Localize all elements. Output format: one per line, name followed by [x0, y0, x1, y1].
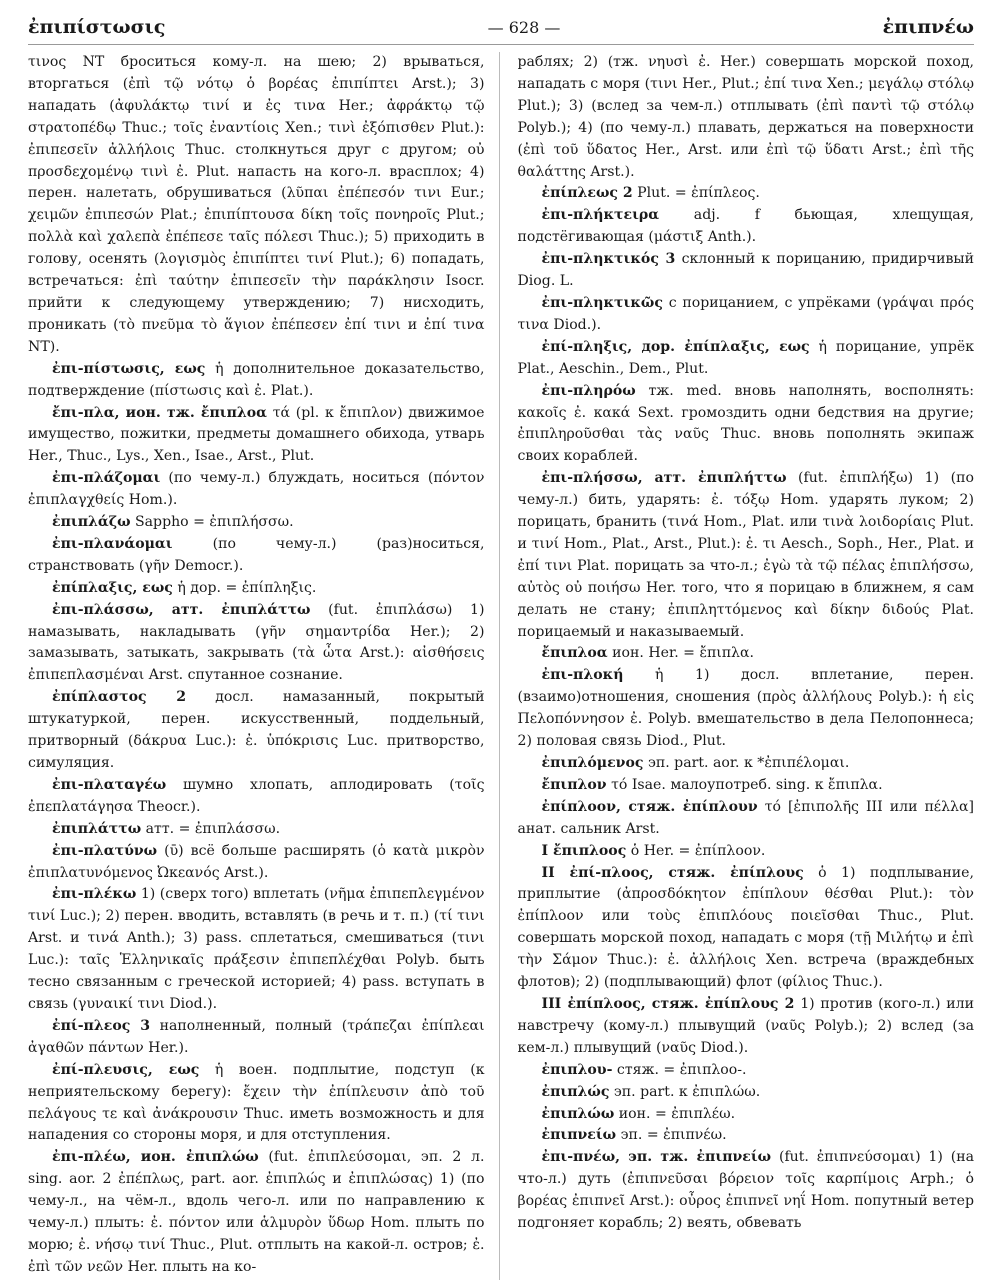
entry-headword: ἐπι-πλοκή: [541, 667, 624, 684]
entry-headword: ἐπίπλαστος 2: [52, 689, 187, 706]
dictionary-entry: [28, 359, 485, 403]
entry-headword: ἐπιπλάζω: [52, 514, 131, 531]
entry-definition: тж. med. вновь наполнять, восполнять: κακοῖς ἐ. κακά Sext. громоздить одни бедствия на другие; ἐπιπληροῦσθαι τὰς ναῦς Thuc. вновь пополнять экипаж своих кораблей.: [517, 382, 974, 465]
entry-headword: ἐπιπλου-: [541, 1061, 613, 1078]
dictionary-entry: [28, 1147, 485, 1278]
entry-headword: ἐπιπλώς: [541, 1083, 610, 1100]
header-left-headword: ἐπιπίστωσις: [28, 16, 166, 38]
entry-headword: III ἐπίπλοος, стяж. ἐπίπλους 2: [541, 995, 795, 1012]
dictionary-entry: [28, 1016, 485, 1060]
dictionary-entry: [518, 381, 975, 469]
entry-headword: ἐπίπλοον, стяж. ἐπίπλουν: [541, 798, 758, 815]
left-column: [28, 52, 500, 1280]
dictionary-entry: [518, 1060, 975, 1082]
entry-headword: ἐπι-πλάσσω, атт. ἐπιπλάττω: [52, 601, 311, 618]
entry-definition: (по чему-л.) блуждать, носиться (πόντον ἐπιπλαγχθείς Hom.).: [28, 470, 485, 509]
entry-definition: (по чему-л.) (раз)носиться, странствовать (γῆν Democr.).: [28, 535, 485, 574]
entry-definition: (fut. ἐπιπλάσω) 1) намазывать, накладывать (γῆν σημαντρίδα Her.); 2) замазывать, затыкать, закрывать (τὰ ὦτα Arst.): αἰσθήσεις ἐπιπεπλασμέναι Arst. спутанное сознание.: [28, 601, 485, 684]
entry-headword: ἔπιπλοα: [541, 645, 608, 662]
dictionary-entry: [518, 337, 975, 381]
dictionary-entry: [28, 403, 485, 469]
entry-definition: Sappho = ἐπιπλήσσω.: [135, 514, 294, 531]
entry-definition: эп. = ἐπιπνέω.: [620, 1127, 727, 1144]
dictionary-entry: [28, 578, 485, 600]
dictionary-entry: [518, 643, 975, 665]
entry-headword: ἐπι-πλήσσω, атт. ἐπιπλήττω: [541, 470, 787, 487]
dictionary-entry: [28, 819, 485, 841]
entry-headword: ἐπι-πληκτικός 3: [541, 251, 676, 268]
dictionary-entry: [28, 512, 485, 534]
entry-definition: склонный к порицанию, придирчивый Diog. L.: [517, 251, 974, 290]
dictionary-entry: [28, 1060, 485, 1148]
entry-definition: раблях; 2) (тж. νηυσὶ ἐ. Her.) совершать морской поход, нападать с моря (τινι Her., Plut.; ἐπί τινα Xen.; μεγάλῳ στόλῳ Plut.); 3) (вслед за чем-л.) отплывать (ἐπὶ παντὶ τῷ στόλῳ Polyb.); 4) (по чему-л.) плавать, держаться на поверхности (ἐπὶ τοῦ ὕδατος Her., Arst. или ἐπὶ τῷ ὕδατι Arst.; ἐπὶ τῆς θαλάττης Arst.).: [517, 54, 974, 180]
entry-definition: ἡ порицание, упрёк Plat., Aeschin., Dem., Plut.: [517, 338, 974, 377]
entry-definition: ἡ дор. = ἐπίπληξις.: [177, 579, 317, 596]
dictionary-entry: [518, 753, 975, 775]
entry-definition: (fut. ἐπιπλήξω) 1) (по чему-л.) бить, ударять: ἐ. τόξῳ Hom. ударять луком; 2) порицать, бранить (τινά Hom., Plat. или τινὰ λοιδορίαις Plut. и τινί Hom., Plat., Arst., Plut.): ἐ. τι Aesch., Soph., Her., Plat. и ἐπί τινι Plat. порицать за что-л.; ἐγὼ τὰ τῷ πέλας ἐπιπλήσσω, αὐτὸς οὐ ποιήσω Her. того, что я порицаю в ближнем, я сам делать не стану; ἐπιπληττόμενος καὶ δίκην διδούς Plat. порицаемый и наказываемый.: [517, 470, 974, 640]
entry-definition: (fut. ἐπιπνεύσομαι) 1) (на что-л.) дуть (ἐπιπνεῦσαι βόρειον τοῖς καρπίμοις Arph.; ὁ βορέας ἐπιπνεῖ Arst.): οὖρος ἐπιπνεῖ νηΐ Hom. попутный ветер подгоняет корабль; 2) веять, обвевать: [517, 1149, 974, 1232]
entry-headword: I ἔπιπλοος: [541, 842, 627, 859]
dictionary-entry: [518, 994, 975, 1060]
entry-headword: ἐπιπλάττω: [52, 820, 142, 837]
dictionary-entry: [28, 52, 485, 359]
entry-headword: ἐπί-πλευσις, εως: [52, 1061, 200, 1078]
entry-headword: ἐπι-πλέω, ион. ἐπιπλώω: [52, 1149, 259, 1166]
entry-definition: с порицанием, с упрёками (γράψαι πρός τινα Diod.).: [517, 294, 974, 333]
entry-headword: ἐπιπλώω: [541, 1105, 615, 1122]
entry-definition: атт. = ἐπιπλάσσω.: [145, 820, 281, 837]
entry-headword: ἐπί-πλεος 3: [52, 1017, 151, 1034]
entry-definition: ион. = ἐπιπλέω.: [618, 1105, 736, 1122]
entry-headword: ἐπι-πνέω, эп. тж. ἐπιπνείω: [541, 1149, 772, 1166]
dictionary-entry: [518, 1125, 975, 1147]
entry-headword: ἐπι-πλατύνω: [52, 842, 158, 859]
entry-definition: ὁ 1) подплывание, приплытие (ἀπροσδόκητον ἐπίπλουν θέσθαι Plut.): τὸν ἐπίπλοον или τοὺς ἐπιπλόους ποιεῖσθαι Thuc., Plut. совершать морской поход, нападать с моря (τῇ Μιλήτῳ и ἐπὶ τὴν Σάμον Thuc.): ἐ. ἀλλήλοις Xen. встреча (враждебных флотов); 2) (подплывающий) флот (φίλιος Thuc.).: [517, 864, 974, 991]
entry-definition: τό [ἐπιπολῆς III или πέλλα] анат. сальник Arst.: [517, 798, 974, 837]
dictionary-entry: [518, 1082, 975, 1104]
dictionary-entry: [28, 775, 485, 819]
page-number: — 628 —: [487, 17, 561, 37]
entry-headword: ἐπίπλεως 2: [541, 185, 633, 202]
dictionary-entry: [518, 205, 975, 249]
dictionary-entry: [28, 534, 485, 578]
entry-definition: 1) против (кого-л.) или навстречу (кому-л.) плывущий (ναῦς Polyb.); 2) вслед (за кем-л.) плывущий (ναῦς Diod.).: [517, 995, 974, 1056]
dictionary-entry: [518, 863, 975, 994]
dictionary-entry: [518, 183, 975, 205]
entry-definition: ἡ дополнительное доказательство, подтверждение (πίστωσις καὶ ἐ. Plat.).: [28, 360, 485, 399]
entry-headword: II ἐπί-πλοος, стяж. ἐπίπλους: [541, 864, 804, 881]
entry-definition: τά (pl. к ἔπιπλον) движимое имущество, пожитки, предметы домашнего обихода, утварь Her., Thuc., Lys., Xen., Isae., Arst., Plut.: [28, 404, 485, 465]
entry-headword: ἐπι-πληκτικῶς: [541, 294, 663, 311]
dictionary-entry: [28, 884, 485, 1015]
entry-headword: ἐπι-πλανάομαι: [52, 535, 173, 552]
entry-definition: Plut. = ἐπίπλεος.: [637, 185, 760, 202]
entry-headword: ἐπι-πλέκω: [52, 886, 137, 903]
dictionary-entry: [518, 1147, 975, 1235]
entry-headword: ἐπι-πλαταγέω: [52, 776, 167, 793]
entry-definition: τινος NT броситься кому-л. на шею; 2) врываться, вторгаться (ἐπὶ τῷ νότῳ ὁ βορέας ἐπιπίπτει Arst.); 3) нападать (ἀφυλάκτῳ τινί и ἐς τινα Her.; ἀφράκτῳ τῷ στρατοπέδῳ Thuc.; τοῖς ἐναντίοις Xen.; τινὶ ἐξόπισθεν Plut.): ἐπιπεσεῖν ἀλλήλοις Thuc. столкнуться друг с другом; οὐ προσδεχομένῳ τινὶ ἐ. Plut. напасть на кого-л. врасплох; 4) перен. налетать, обрушиваться (λῦπαι ἐπέπεσόν τινι Eur.; χειμῶν ἐπιπεσών Plat.; ἐπιπίπτουσα δίκη τοῖς πονηροῖς Plut.; πολλὰ καὶ χαλεπὰ ἐπέπεσε ταῖς πόλεσι Thuc.); 5) приходить в голову, осенять (λογισμὸς ἐπιπίπτει τινί Plut.); 6) попадать, встречаться: ἐπὶ ταύτην ἐπιπεσεῖν τὴν παράκλησιν Isocr. прийти к следующему утверждению; 7) нисходить, проникать (τὸ πνεῦμα τὸ ἅγιον ἐπέπεσεν ἐπί τινι и ἐπί τινα NT).: [28, 54, 485, 355]
entry-definition: шумно хлопать, аплодировать (τοῖς ἐπεπλατάγησα Theocr.).: [28, 776, 485, 815]
dictionary-entry: [518, 665, 975, 753]
entry-definition: 1) (сверх того) вплетать (νῆμα ἐπιπεπλεγμένον τινί Luc.); 2) перен. вводить, вставлять (в речь и т. п.) (τί τινι Arst. и τινά Anth.); 3) pass. сплетаться, смешиваться (τινι Luc.): ταῖς Ἑλληνικαῖς πράξεσιν ἐπιπεπλέχθαι Polyb. быть тесно связанным с греческой историей; 4) pass. вступать в связь (γυναικί τινι Diod.).: [28, 886, 485, 1012]
dictionary-entry: [28, 841, 485, 885]
entry-definition: τό Isae. малоупотреб. sing. к ἔπιπλα.: [611, 776, 883, 793]
dictionary-entry: [28, 600, 485, 688]
entry-definition: эп. part. aor. к *ἐπιπέλομαι.: [647, 755, 850, 771]
entry-definition: ион. Her. = ἔπιπλα.: [612, 645, 754, 662]
entry-definition: (ῡ) всё больше расширять (ὁ κατὰ μικρὸν ἐπιπλατυνόμενος Ὠκεανός Arst.).: [28, 842, 485, 881]
dictionary-entry: [518, 468, 975, 643]
right-column: [518, 52, 975, 1280]
entry-definition: наполненный, полный (τράπεζαι ἐπίπλεαι ἀγαθῶν πάντων Her.).: [28, 1017, 485, 1056]
entry-headword: ἐπι-πλάζομαι: [52, 470, 161, 487]
dictionary-entry: [518, 775, 975, 797]
dictionary-entry: [518, 249, 975, 293]
entry-definition: ὁ Her. = ἐπίπλοον.: [630, 842, 766, 859]
page-header: [28, 10, 974, 45]
dictionary-entry: [518, 797, 975, 841]
entry-headword: ἐπί-πληξις, дор. ἐπίπλαξις, εως: [541, 338, 810, 355]
entry-headword: ἐπιπνείω: [541, 1127, 617, 1144]
dictionary-entry: [518, 293, 975, 337]
entry-definition: стяж. = ἐπιπλοο-.: [616, 1061, 747, 1078]
entry-headword: ἐπίπλαξις, εως: [52, 579, 173, 596]
entry-definition: эп. part. к ἐπιπλώω.: [613, 1083, 761, 1100]
entry-headword: ἔπιπλον: [541, 776, 607, 793]
entry-definition: досл. намазанный, покрытый штукатуркой, перен. искусственный, поддельный, притворный (δάκρυα Luc.): ἐ. ὑπόκρισις Luc. притворство, симуляция.: [28, 689, 485, 771]
header-right-headword: ἐπιπνέω: [882, 16, 974, 38]
entry-definition: adj. f бьющая, хлещущая, подстёгивающая (μάστιξ Anth.).: [517, 207, 974, 246]
dictionary-entry: [28, 687, 485, 775]
dictionary-entry: [518, 1104, 975, 1126]
entry-headword: ἐπι-πλήκτειρα: [541, 207, 660, 224]
entry-definition: ἡ 1) досл. вплетание, перен. (взаимо)отношения, сношения (πρὸς ἀλλήλους Polyb.): ἡ εἰς Πελοπόννησον ἐ. Polyb. вмешательство в дела Пелопоннеса; 2) половая связь Diod., Plut.: [517, 667, 974, 750]
entry-headword: ἔπι-πλα, ион. тж. ἔπιπλοα: [52, 404, 268, 421]
entry-headword: ἐπιπλόμενος: [541, 755, 644, 771]
dictionary-entry: [28, 468, 485, 512]
dictionary-entry: [518, 52, 975, 183]
dictionary-entry: [518, 841, 975, 863]
entry-headword: ἐπι-πίστωσις, εως: [52, 360, 206, 377]
entry-headword: ἐπι-πληρόω: [541, 382, 636, 399]
entry-definition: (fut. ἐπιπλεύσομαι, эп. 2 л. sing. aor. 2 ἐπέπλως, part. aor. ἐπιπλώς и ἐπιπλώσας) 1) (по чему-л., на чём-л., вдоль чего-л. или по направлению к чему-л.) плыть: ἐ. πόντον или ἁλμυρὸν ὕδωρ Hom. плыть по морю; ἐ. νήσῳ τινί Thuc., Plut. отплыть на какой-л. остров; ἐ. ἐπὶ τῶν νεῶν Her. плыть на ко-: [28, 1149, 485, 1275]
dictionary-columns: [28, 52, 974, 1280]
entry-definition: ἡ воен. подплытие, подступ (к неприятельскому берегу): ἔχειν τὴν ἐπίπλευσιν ἀπὸ τοῦ πελάγους τε καὶ ἀνάκρουσιν Thuc. иметь возможность и для нападения со стороны моря, и для отступления.: [28, 1061, 485, 1144]
